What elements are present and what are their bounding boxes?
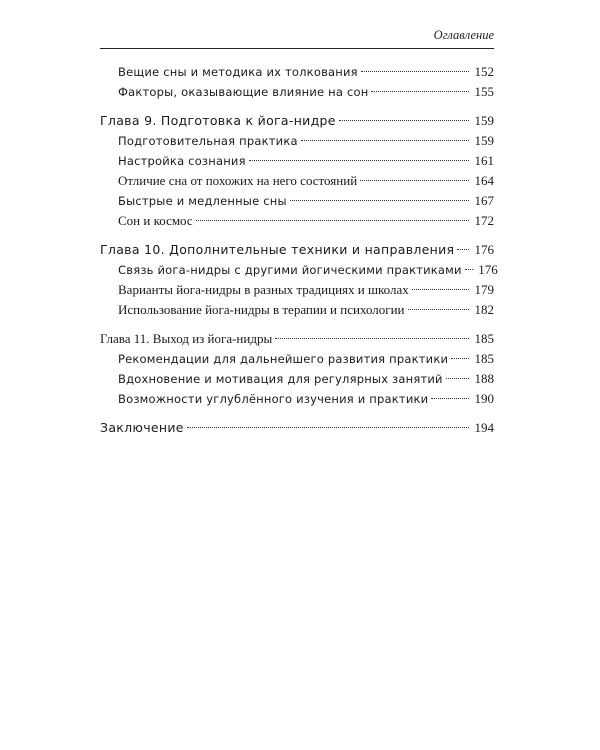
toc-entry-title: Подготовительная практика	[118, 134, 298, 148]
header-rule	[100, 48, 494, 49]
chapter-page: 185	[474, 331, 494, 346]
toc-entry-page: 179	[474, 282, 494, 297]
toc-entry-page: 176	[478, 262, 498, 277]
toc-entry[interactable]	[100, 151, 494, 171]
toc-entry-title: Настройка сознания	[118, 154, 246, 168]
toc-chapter-11[interactable]	[100, 329, 494, 349]
toc-entry-title: Возможности углублённого изучения и практики	[118, 392, 429, 406]
toc-entry[interactable]	[100, 191, 494, 211]
toc-entry-title: Рекомендации для дальнейшего развития практики	[118, 352, 449, 366]
toc-entry-page: 182	[474, 302, 494, 317]
toc-entry-title: Отличие сна от похожих на него состояний	[118, 173, 358, 188]
toc-chapter-10[interactable]	[100, 240, 494, 260]
chapter-title: Глава 9. Подготовка к йога-нидре	[100, 113, 336, 128]
chapter-page: 176	[474, 242, 494, 257]
table-of-contents	[100, 62, 498, 447]
dot-leader	[371, 91, 469, 92]
toc-group-conclusion	[100, 418, 494, 438]
dot-leader	[301, 140, 469, 141]
toc-entry[interactable]	[100, 62, 494, 82]
toc-entry-page: 159	[474, 133, 494, 148]
running-header: Оглавление	[433, 28, 494, 42]
toc-entry[interactable]	[100, 389, 494, 409]
toc-entry[interactable]	[100, 349, 494, 369]
dot-leader	[451, 358, 469, 359]
toc-group-chapter-10	[100, 240, 498, 320]
toc-entry-page: 167	[474, 193, 494, 208]
toc-entry-title: Сон и космос	[118, 213, 193, 228]
dot-leader	[275, 338, 469, 339]
toc-entry-title: Факторы, оказывающие влияние на сон	[118, 85, 369, 99]
dot-leader	[196, 220, 469, 221]
toc-entry[interactable]	[100, 171, 494, 191]
dot-leader	[290, 200, 469, 201]
toc-entry-title: Вещие сны и методика их толкования	[118, 65, 358, 79]
dot-leader	[187, 427, 469, 428]
chapter-page: 159	[474, 113, 494, 128]
toc-entry-title: Вдохновение и мотивация для регулярных занятий	[118, 372, 443, 386]
dot-leader	[360, 180, 469, 181]
toc-entry-page: 172	[474, 213, 494, 228]
toc-entry-page: 164	[474, 173, 494, 188]
toc-entry[interactable]	[100, 280, 494, 300]
toc-entry-page: 161	[474, 153, 494, 168]
dot-leader	[339, 120, 469, 121]
toc-entry[interactable]	[100, 369, 494, 389]
toc-entry-title: Связь йога-нидры с другими йогическими практиками	[118, 263, 462, 277]
toc-entry[interactable]	[100, 260, 498, 280]
chapter-page: 194	[474, 420, 494, 435]
dot-leader	[457, 249, 469, 250]
dot-leader	[465, 269, 473, 270]
toc-chapter-9[interactable]	[100, 111, 494, 131]
dot-leader	[446, 378, 469, 379]
toc-entry-title: Варианты йога-нидры в разных традициях и школах	[118, 282, 409, 297]
toc-group-chapter-9	[100, 111, 494, 231]
chapter-title: Глава 11. Выход из йога-нидры	[100, 331, 273, 346]
toc-entry-page: 188	[474, 371, 494, 386]
toc-entry[interactable]	[100, 211, 494, 231]
toc-entry-page: 152	[474, 64, 494, 79]
toc-entry-page: 155	[474, 84, 494, 99]
dot-leader	[431, 398, 469, 399]
dot-leader	[249, 160, 469, 161]
toc-entry-page: 190	[474, 391, 494, 406]
toc-conclusion[interactable]	[100, 418, 494, 438]
toc-group-chapter-11	[100, 329, 494, 409]
toc-entry-page: 185	[474, 351, 494, 366]
toc-entry-title: Быстрые и медленные сны	[118, 194, 287, 208]
toc-entry-title: Использование йога-нидры в терапии и психологии	[118, 302, 405, 317]
dot-leader	[408, 309, 469, 310]
chapter-title: Заключение	[100, 420, 184, 435]
dot-leader	[361, 71, 469, 72]
chapter-title: Глава 10. Дополнительные техники и направления	[100, 242, 455, 257]
toc-group-continuation	[100, 62, 494, 102]
toc-entry[interactable]	[100, 131, 494, 151]
toc-entry[interactable]	[100, 300, 494, 320]
dot-leader	[412, 289, 469, 290]
toc-entry[interactable]	[100, 82, 494, 102]
